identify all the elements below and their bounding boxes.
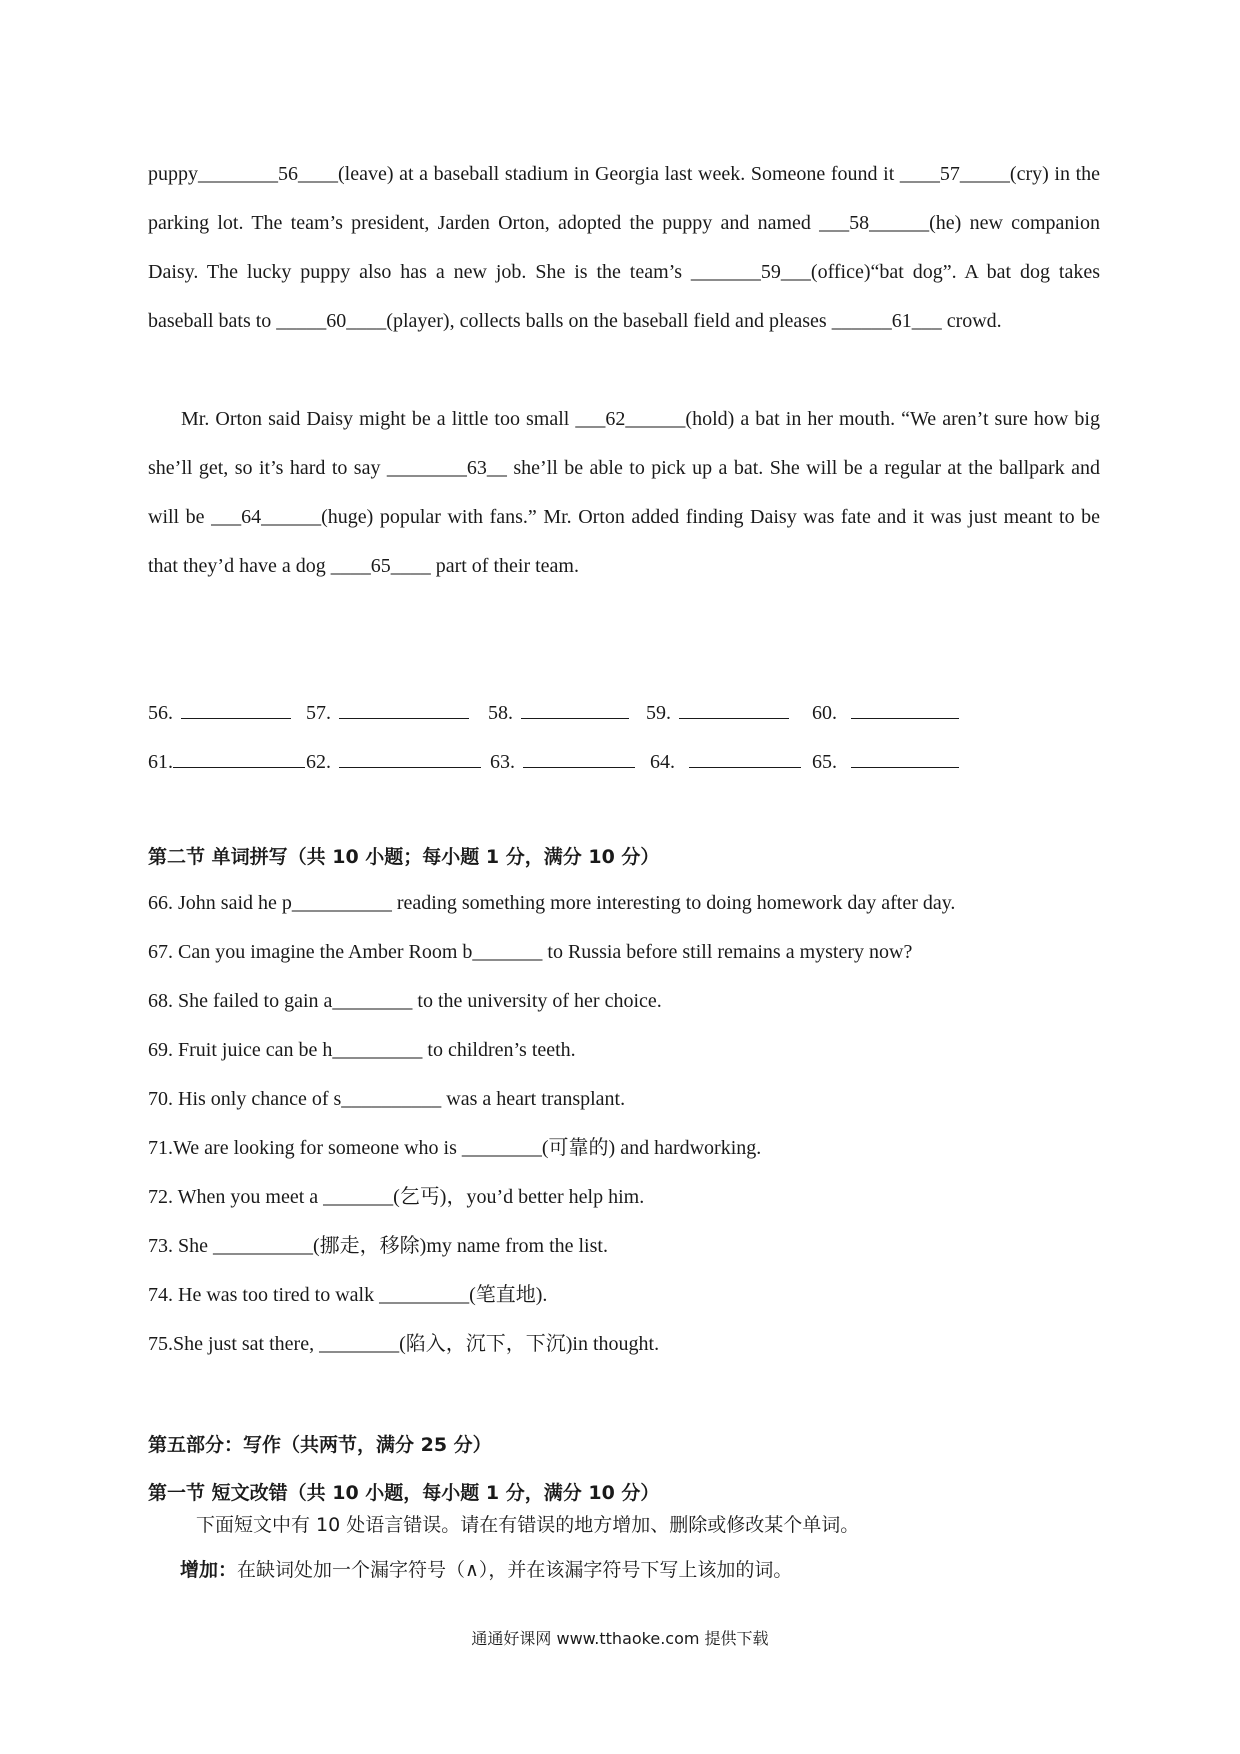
- answer-number: 59.: [646, 702, 671, 724]
- passage-paragraph-1: puppy________56____(leave) at a baseball stadium in Georgia last week. Someone found it ____57_____(cry) in the parking lot. The team’s president, Jarden Orton, adopted the puppy and named ___58______(he) new companion Daisy. The lucky puppy also has a new job. She is the team’s _______59___(office)“bat dog”. A bat dog takes baseball bats to _____60____(player), collects balls on the baseball field and pleases ______61___ crowd.: [148, 163, 1100, 332]
- part5-heading: 第五部分：写作（共两节，满分 25 分）: [148, 1434, 492, 1456]
- spelling-questions: [148, 888, 1100, 1378]
- section2-heading: 第二节 单词拼写（共 10 小题；每小题 1 分，满分 10 分）: [148, 846, 660, 868]
- part5-section1-heading: 第一节 短文改错（共 10 小题，每小题 1 分，满分 10 分）: [148, 1482, 660, 1504]
- question-69: 69. Fruit juice can be h_________ to children’s teeth.: [148, 1039, 576, 1061]
- instruction-add: [180, 1555, 792, 1582]
- question-67: 67. Can you imagine the Amber Room b_______ to Russia before still remains a mystery now?: [148, 941, 913, 963]
- answer-number: 61.: [148, 751, 173, 773]
- answer-blank-60[interactable]: [812, 698, 959, 725]
- answer-number: 58.: [488, 702, 513, 724]
- answer-number: 60.: [812, 702, 837, 724]
- answer-blank-56[interactable]: [148, 698, 291, 725]
- question-75: 75.She just sat there, ________(陷入，沉下，下沉)in thought.: [148, 1333, 660, 1355]
- answer-number: 65.: [812, 751, 837, 773]
- instruction-errors: 下面短文中有 10 处语言错误。请在有错误的地方增加、删除或修改某个单词。: [196, 1514, 860, 1536]
- answer-blank-62[interactable]: [306, 747, 481, 774]
- page-footer: 通通好课网 www.tthaoke.com 提供下载: [471, 1629, 769, 1648]
- answer-blank-57[interactable]: [306, 698, 469, 725]
- answer-blank-59[interactable]: [646, 698, 789, 725]
- passage-paragraph-2: Mr. Orton said Daisy might be a little too small ___62______(hold) a bat in her mouth. “We aren’t sure how big she’ll get, so it’s hard to say ________63__ she’ll be able to pick up a bat. She will be a regular at the ballpark and will be ___64______(huge) popular with fans.” Mr. Orton added finding Daisy was fate and it was just meant to be that they’d have a dog ____65____ part of their team.: [148, 408, 1100, 577]
- question-66: 66. John said he p__________ reading something more interesting to doing homework day after day.: [148, 892, 956, 914]
- answer-blank-65[interactable]: [812, 747, 959, 774]
- answer-number: 56.: [148, 702, 173, 724]
- question-72: 72. When you meet a _______(乞丐)，you’d better help him.: [148, 1186, 645, 1208]
- answer-number: 62.: [306, 751, 331, 773]
- instruction-add-label: 增加：: [180, 1559, 238, 1581]
- answer-blank-64[interactable]: [650, 747, 801, 774]
- question-71: 71.We are looking for someone who is ________(可靠的) and hardworking.: [148, 1137, 762, 1159]
- answer-number: 63.: [490, 751, 515, 773]
- answer-blank-58[interactable]: [488, 698, 629, 725]
- question-68: 68. She failed to gain a________ to the university of her choice.: [148, 990, 662, 1012]
- question-73: 73. She __________(挪走，移除)my name from the list.: [148, 1235, 608, 1257]
- answer-blank-61[interactable]: [148, 747, 305, 774]
- answer-number: 57.: [306, 702, 331, 724]
- answer-number: 64.: [650, 751, 675, 773]
- instruction-add-text: 在缺词处加一个漏字符号（∧），并在该漏字符号下写上该加的词。: [237, 1559, 793, 1581]
- answer-blank-63[interactable]: [490, 747, 635, 774]
- question-70: 70. His only chance of s__________ was a heart transplant.: [148, 1088, 626, 1110]
- question-74: 74. He was too tired to walk _________(笔直地).: [148, 1284, 548, 1306]
